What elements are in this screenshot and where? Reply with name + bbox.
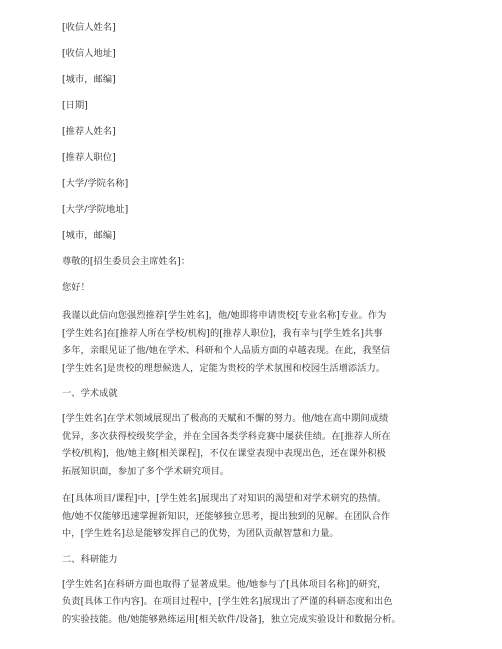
recipient-address: [收信人地址] — [62, 48, 116, 59]
recommender-name: [推荐人姓名] — [62, 126, 116, 137]
section-heading-research: 二、科研能力 — [62, 553, 118, 565]
salutation: 尊敬的[招生委员会主席姓名]： — [62, 256, 191, 267]
letter-body — [62, 21, 442, 638]
university-address: [大学/学院地址] — [62, 204, 129, 215]
recipient-name: [收信人姓名] — [62, 22, 116, 33]
recommender-position: [推荐人职位] — [62, 152, 116, 163]
letter-date: [日期] — [62, 100, 88, 111]
research-paragraph-1: [学生姓名]在科研方面也取得了显著成果。他/她参与了[具体项目名称]的研究， 负责[具体工作内容]。在项目过程中，[学生姓名]展现出了严谨的科研态度和出色 的实验技能。他/她能够熟练运用[相关软件/设备]，独立完成实验设计和数据分析。 — [62, 578, 401, 625]
intro-paragraph: 我谨以此信向您强烈推荐[学生姓名]，他/她即将申请贵校[专业名称]专业。作为 [学生姓名]在[推荐人所在学校/机构]的[推荐人职位]，我有幸与[学生姓名]共事 多年，亲眼见证了他/她在学术、科研和个人品质方面的卓越表现。在此，我坚信 [学生姓名]是贵校的理想候选人，定能为贵校的学术氛围和校园生活增添活力。 — [62, 310, 391, 374]
recipient-city-zip: [城市，邮编] — [62, 74, 116, 85]
university-name: [大学/学院名称] — [62, 178, 129, 189]
academic-paragraph-1: [学生姓名]在学术领域展现出了极高的天赋和不懈的努力。他/她在高中期间成绩 优异，多次获得校级奖学金，并在全国各类学科竞赛中屡获佳绩。在[推荐人所在 学校/机构]，他/她主修[相关课程]，不仅在课堂表现中表现出色，还在课外积极 拓展知识面，参加了多个学术研究项目。 — [62, 413, 391, 477]
section-heading-academic: 一、学术成就 — [62, 388, 118, 399]
university-city-zip: [城市，邮编] — [62, 230, 116, 241]
greeting: 您好！ — [62, 282, 90, 293]
academic-paragraph-2: 在[具体项目/课程]中，[学生姓名]展现出了对知识的渴望和对学术研究的热情。 他/她不仅能够迅速掌握新知识，还能够独立思考，提出独到的见解。在团队合作 中，[学生姓名]总是能够发挥自己的优势，为团队贡献智慧和力量。 — [62, 493, 391, 539]
